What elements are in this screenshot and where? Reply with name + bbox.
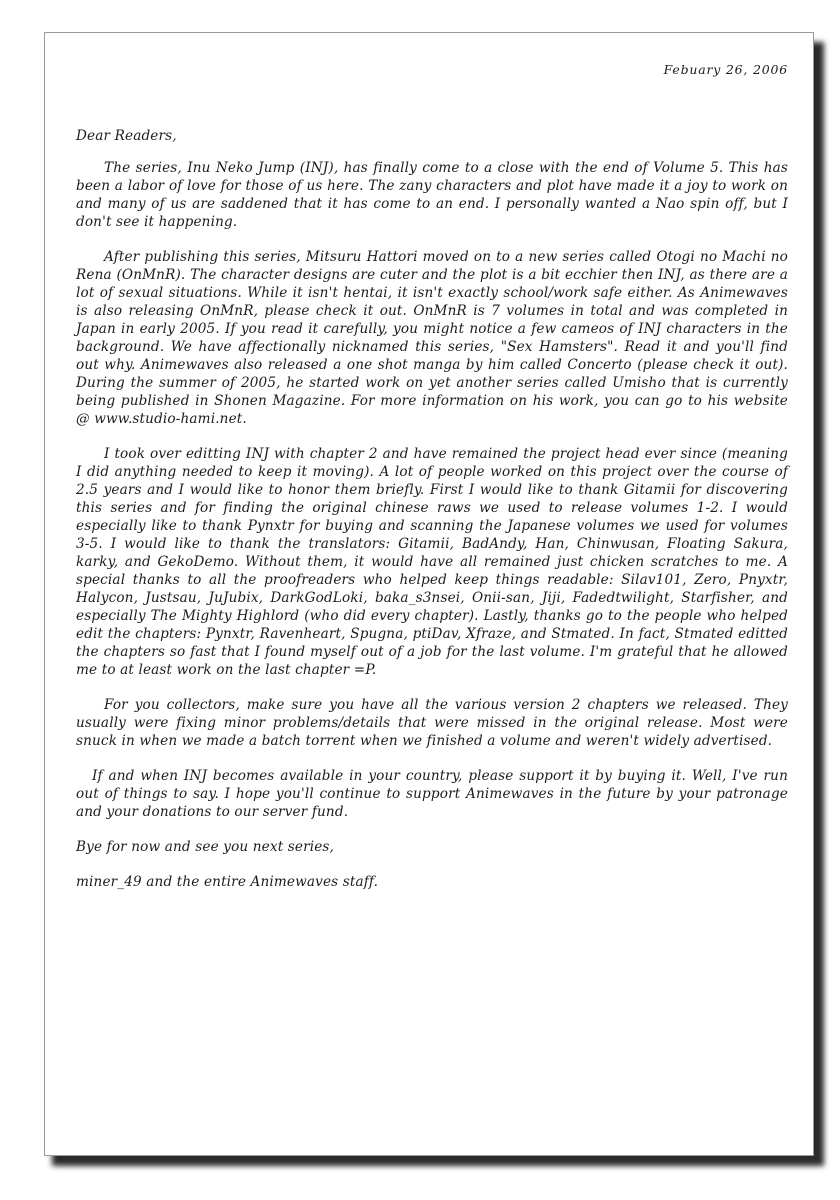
paragraph-series-end: The series, Inu Neko Jump (INJ), has finally come to a close with the end of Volume 5. This has been a labor of love for those of us here. The zany characters and plot have made it a joy to work on and many of us are saddened that it has come to an end. I personally wanted a Nao spin off, but I don't see it happening. — [76, 160, 788, 230]
paragraph-collectors: For you collectors, make sure you have all the various version 2 chapters we released. They usually were fixing minor problems/details that were missed in the original release. Most were snuck in when we made a batch torrent when we finished a volume and weren't widely advertised. — [76, 697, 788, 749]
salutation: Dear Readers, — [76, 128, 177, 144]
paragraph-support: If and when INJ becomes available in your country, please support it by buying it. Well, I've run out of things to say. I hope you'll continue to support Animewaves in the future by your patronage and your donations to our server fund. — [76, 768, 788, 820]
paragraph-author-works: After publishing this series, Mitsuru Hattori moved on to a new series called Otogi no Machi no Rena (OnMnR). The character designs are cuter and the plot is a bit ecchier then INJ, as there are a lot of sexual situations. While it isn't hentai, it isn't exactly school/work safe either. As Animewaves is also releasing OnMnR, please check it out. OnMnR is 7 volumes in total and was completed in Japan in early 2005. If you read it carefully, you might notice a few cameos of INJ characters in the background. We have affectionally nicknamed this series, "Sex Hamsters". Read it and you'll find out why. Animewaves also released a one shot manga by him called Concerto (please check it out). During the summer of 2005, he started work on yet another series called Umisho that is currently being published in Shonen Magazine. For more information on his work, you can go to his website @ www.studio-hami.net. — [76, 249, 788, 427]
letter-page — [44, 32, 814, 1156]
letter-date: Febuary 26, 2006 — [663, 62, 788, 77]
letter-body — [76, 61, 788, 891]
closing-line: Bye for now and see you next series, — [76, 839, 335, 855]
paragraph-thanks: I took over editting INJ with chapter 2 and have remained the project head ever since (meaning I did anything needed to keep it moving). A lot of people worked on this project over the course of 2.5 years and I would like to honor them briefly. First I would like to thank Gitamii for discovering this series and for finding the original chinese raws we used to release volumes 1-2. I would especially like to thank Pynxtr for buying and scanning the Japanese volumes we used for volumes 3-5. I would like to thank the translators: Gitamii, BadAndy, Han, Chinwusan, Floating Sakura, karky, and GekoDemo. Without them, it would have all remained just chicken scratches to me. A special thanks to all the proofreaders who helped keep things readable: Silav101, Zero, Pnyxtr, Halycon, Justsau, JuJubix, DarkGodLoki, baka_s3nsei, Onii-san, Jiji, Fadedtwilight, Starfisher, and especially The Mighty Highlord (who did every chapter). Lastly, thanks go to the people who helped edit the chapters: Pynxtr, Ravenheart, Spugna, ptiDav, Xfraze, and Stmated. In fact, Stmated editted the chapters so fast that I found myself out of a job for the last volume. I'm grateful that he allowed me to at least work on the last chapter =P. — [76, 446, 788, 678]
signature: miner_49 and the entire Animewaves staff. — [76, 874, 379, 890]
